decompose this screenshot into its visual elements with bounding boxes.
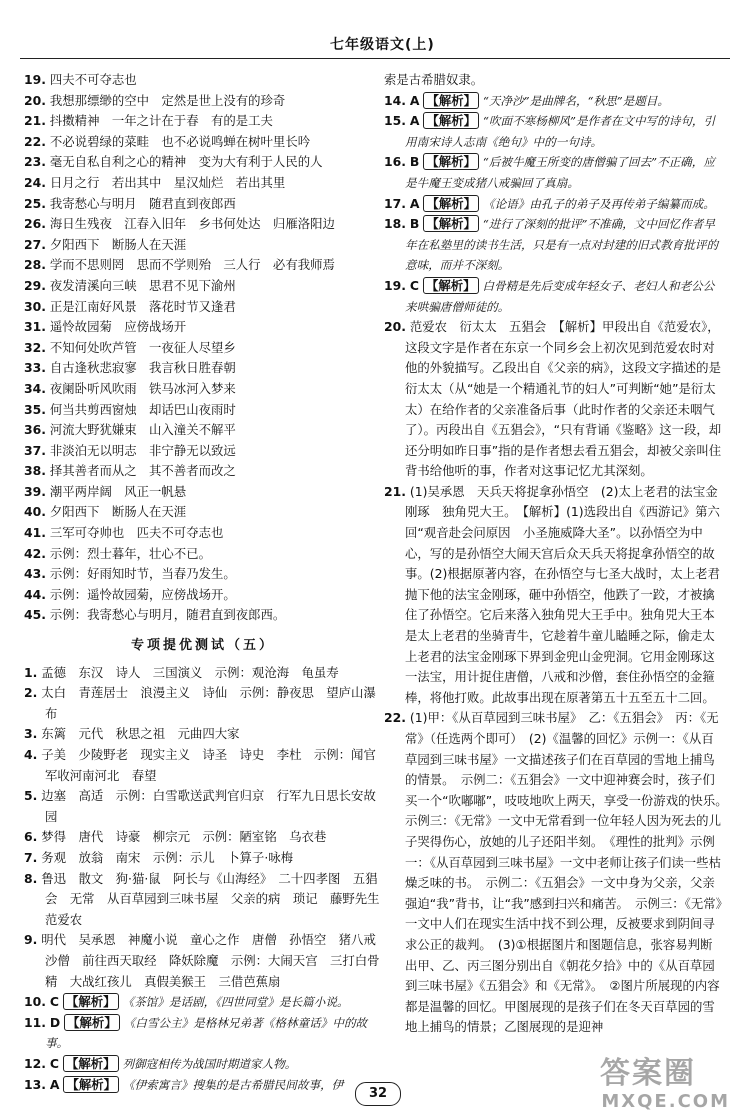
item-number: 23.	[24, 154, 46, 170]
item-number: 29.	[24, 277, 46, 293]
item-number: 19.	[384, 277, 406, 293]
item-number: 26.	[24, 216, 46, 232]
item-number: 1.	[24, 664, 38, 680]
item-number: 3.	[24, 726, 38, 742]
item-number: 28.	[24, 257, 46, 273]
answer-item	[24, 338, 382, 359]
item-text: 务观 放翁 南宋 示例：示儿 卜算子·咏梅	[41, 849, 294, 865]
item-number: 25.	[24, 195, 46, 211]
answer-item	[24, 173, 382, 194]
item-text: 择其善者而从之 其不善者而改之	[49, 463, 236, 479]
item-number: 42.	[24, 545, 46, 561]
answer-list-part2	[24, 663, 392, 993]
answer-item	[24, 663, 382, 684]
item-number: 35.	[24, 401, 46, 417]
answer-item	[24, 91, 382, 112]
item-number: 4.	[24, 747, 38, 762]
answer-item	[384, 111, 722, 152]
item-number: 18.	[384, 216, 406, 232]
item-number: 41.	[24, 525, 46, 541]
answer-item	[24, 544, 382, 565]
item-text: 海日生残夜 江春入旧年 乡书何处达 归雁洛阳边	[49, 216, 335, 232]
item-number: 9.	[24, 932, 38, 948]
item-text: 列御寇相传为战国时期道家人物。	[122, 1056, 297, 1071]
answer-item	[24, 152, 382, 173]
answer-item	[384, 70, 722, 91]
answer-list-right	[384, 70, 734, 1038]
answer-item	[384, 708, 734, 1038]
item-number: 22.	[384, 710, 406, 726]
answer-list-part3	[24, 992, 382, 1095]
item-text: 范爱农 衍太太 五猖会 【解析】甲段出自《范爱农》，这段文字是作者在东京一个同乡会上初次见到范爱农时对他的外貌描写。乙段出自《父亲的病》，这段文字描述的是衍太太（从“她是一个精通礼节的妇人”可判断“她”是衍太太）在给作者的父亲准备后事（此时作者的父亲还未咽气了）。丙段出自《五猖会》，“只有背诵《鉴略》这一段，却还分明如昨日事”指的是作者想去看五猖会，却被父亲叫住背书给他听的事，作者对这事记忆尤其深刻。	[405, 319, 722, 479]
item-number: 44.	[24, 586, 46, 602]
item-choice: A	[409, 92, 420, 108]
item-number: 34.	[24, 380, 46, 396]
item-number: 32.	[24, 339, 46, 355]
answer-item	[24, 297, 382, 318]
item-choice: A	[409, 113, 420, 129]
analysis-badge: 【解析】	[423, 195, 479, 212]
item-number: 33.	[24, 360, 46, 376]
item-number: 13.	[24, 1076, 46, 1092]
analysis-badge: 【解析】	[423, 92, 479, 109]
item-number: 39.	[24, 483, 46, 499]
answer-item	[24, 848, 382, 869]
item-choice: C	[49, 1055, 59, 1071]
item-choice: D	[49, 1014, 61, 1030]
answer-item	[24, 1013, 382, 1054]
item-text: 三军可夺帅也 匹夫不可夺志也	[49, 525, 224, 541]
section-title: 专项提优测试（五）	[130, 638, 275, 654]
item-number: 10.	[24, 994, 46, 1010]
item-text: 明代 吴承恩 神魔小说 童心之作 唐僧 孙悟空 猪八戒 沙僧 前往西天取经 降妖除魔 示例：大闹天宫 三打白骨精 大战红孩儿 真假美猴王 三借芭蕉扇	[41, 932, 389, 989]
item-number: 5.	[24, 788, 38, 804]
item-number: 7.	[24, 849, 38, 865]
answer-item	[24, 214, 382, 235]
item-number: 12.	[24, 1055, 46, 1071]
answer-item	[24, 132, 382, 153]
item-text: 河流大野犹嫌束 山入潼关不解平	[49, 422, 236, 438]
analysis-badge: 【解析】	[63, 1055, 119, 1072]
analysis-badge: 【解析】	[64, 1014, 120, 1031]
analysis-badge: 【解析】	[63, 1076, 119, 1093]
item-text: 潮平两岸阔 风正一帆悬	[49, 483, 187, 499]
item-text: 不必说碧绿的菜畦 也不必说鸣蝉在树叶里长吟	[49, 133, 311, 149]
answer-item	[384, 152, 722, 193]
page-header	[0, 0, 750, 62]
item-text: 我想那缥缈的空中 定然是世上没有的珍奇	[49, 92, 286, 108]
answer-item	[384, 91, 722, 112]
answer-item	[384, 194, 722, 215]
item-text: 夜阑卧听风吹雨 铁马冰河入梦来	[49, 380, 236, 396]
item-text: “进行了深刻的批评”不准确，文中回忆作者早年在私塾里的读书生活，只是有一点对封建的旧式教育批评的意味，而并不深刻。	[405, 217, 719, 273]
item-text: 夕阳西下 断肠人在天涯	[49, 504, 187, 520]
answer-item	[384, 276, 722, 317]
item-text: “后被牛魔王所变的唐僧骗了回去”不正确，应是牛魔王变成猪八戒骗回了真扇。	[405, 155, 715, 190]
item-number: 17.	[384, 195, 406, 211]
item-text: 正是江南好风景 落花时节又逢君	[49, 298, 236, 314]
answer-item	[24, 564, 382, 585]
answer-item	[24, 724, 382, 745]
item-choice: A	[49, 1076, 60, 1092]
watermark-main: 答案圈	[600, 1056, 696, 1091]
item-number: 45.	[24, 607, 46, 623]
item-choice: C	[49, 994, 59, 1010]
answer-list-part1	[24, 70, 382, 626]
answer-item	[24, 482, 382, 503]
item-text: 我寄愁心与明月 随君直到夜郎西	[49, 195, 236, 211]
item-number: 19.	[24, 72, 46, 87]
answer-item	[24, 420, 382, 441]
answer-item	[24, 194, 382, 215]
item-number: 14.	[384, 92, 406, 108]
header-title: 七年级语文(上)	[330, 37, 435, 53]
item-text: 白骨精是先后变成年轻女子、老妇人和老公公来哄骗唐僧师徒的。	[405, 278, 715, 314]
item-text: 示例：烈士暮年，壮心不已。	[49, 545, 211, 561]
item-choice: A	[409, 195, 420, 211]
item-number: 15.	[384, 113, 406, 129]
item-number: 16.	[384, 154, 406, 170]
item-number: 21.	[384, 483, 406, 499]
item-text: (1)甲：《从百草园到三味书屋》 乙：《五猖会》 丙：《无常》（任选两个即可） (2)《温馨的回忆》示例一：《从百草园到三味书屋》一文描述孩子们在百草园的雪地上捕鸟的情景。 示例二：《五猖会》一文中迎神赛会时，孩子们买一个“吹嘟嘟”，吱吱地吹上两天，享受一份游戏的快乐。 示例三：《无常》一文中无常看到一位年轻人因为死去的儿子哭得伤心，放她的儿子还阳半刻。 《理性的批判》示例一：《从百草园到三味书屋》一文中老师让孩子们读一些枯燥乏味的书。 示例二：《五猖会》一文中身为父亲，父亲强迫“我”背书，让“我”感到扫兴和痛苦。 示例三：《无常》一文中人们在现实生活中找不到公理，反被要求到阴间寻求公正的裁判。 (3)①根据图片和图题信息，张容易判断出甲、乙、丙三图分别出自《朝花夕拾》中的《从百草园到三味书屋》《五猖会》和《无常》。 ②图片所展现的内容都是温馨的回忆。甲图展现的是孩子们在冬天百草园的雪地上捕鸟的情景；乙图展现的是迎神	[405, 710, 734, 1035]
item-number: 43.	[24, 566, 46, 582]
item-number: 36.	[24, 422, 46, 438]
item-choice: B	[409, 154, 420, 170]
item-number: 31.	[24, 319, 46, 335]
answer-item	[384, 214, 722, 276]
answer-item	[24, 70, 382, 91]
header-rule	[20, 58, 730, 59]
item-choice: C	[409, 277, 419, 293]
answer-item	[24, 992, 382, 1013]
item-number: 6.	[24, 829, 38, 845]
answer-item	[24, 502, 382, 523]
answer-item	[24, 111, 382, 132]
item-number: 37.	[24, 442, 46, 458]
analysis-badge: 【解析】	[423, 215, 479, 232]
item-text: 学而不思则罔 思而不学则殆 三人行 必有我师焉	[49, 257, 335, 273]
analysis-badge: 【解析】	[423, 277, 479, 294]
item-text: “天净沙”是曲牌名，“秋思”是题目。	[482, 93, 669, 108]
item-number: 20.	[384, 319, 406, 335]
answer-item	[24, 461, 382, 482]
answer-item	[24, 235, 382, 256]
item-number: 24.	[24, 174, 46, 190]
answer-item	[24, 523, 382, 544]
analysis-badge: 【解析】	[423, 153, 479, 170]
answer-item	[24, 930, 389, 992]
answer-item	[24, 358, 382, 379]
item-number: 38.	[24, 463, 46, 479]
item-text: 索是古希腊奴隶。	[384, 72, 484, 87]
analysis-badge: 【解析】	[63, 993, 119, 1010]
item-number: 8.	[24, 870, 38, 886]
item-text: (1)吴承恩 天兵天将捉拿孙悟空 (2)太上老君的法宝金刚琢 独角兕大王。 【解析】(1)选段出自《西游记》第六回“观音赴会问原因 小圣施威降大圣”。以孙悟空为中心，写的是孙悟空大闹天宫后众天兵天将捉拿孙悟空的故事。(2)根据原著内容，在孙悟空与七圣大战时，太上老君抛下他的法宝金刚琢，砸中孙悟空，他跌了一跤，才被擒住了孙悟空。它后来落入独角兕大王手中。独角兕大王本是太上老君的坐骑青牛，它趁着牛童儿瞌睡之际，偷走太上老君的法宝金刚琢下界到金兜山金兜洞。它用金刚琢这一法宝，用计捉住唐僧，八戒和沙僧，套住孙悟空的金箍棒，将他打败。此故事出现在原著第五十五至五十二回。	[405, 483, 720, 705]
item-text: 边塞 高适 示例：白雪歌送武判官归京 行军九日思长安故园	[41, 788, 376, 824]
answer-item	[24, 585, 382, 606]
answer-item	[24, 1075, 382, 1096]
item-text: 子美 少陵野老 现实主义 诗圣 诗史 李杜 示例：闻官军收河南河北 春望	[41, 747, 376, 783]
answer-item	[24, 605, 382, 626]
right-column	[384, 70, 734, 1038]
item-text: 鲁迅 散文 狗·猫·鼠 阿长与《山海经》 二十四孝图 五猖会 无常 从百草园到三味书屋 父亲的病 琐记 藤野先生 范爱农	[41, 870, 392, 927]
item-text: 梦得 唐代 诗豪 柳宗元 示例：陋室铭 乌衣巷	[41, 829, 327, 845]
item-number: 20.	[24, 92, 46, 108]
answer-item	[384, 482, 722, 709]
item-text: 孟德 东汉 诗人 三国演义 示例：观沧海 龟虽寿	[41, 664, 339, 680]
item-text: 《论语》由孔子的弟子及再传弟子编纂而成。	[482, 196, 715, 211]
page-number: 32	[355, 1082, 401, 1106]
item-number: 27.	[24, 236, 46, 252]
answer-item	[24, 869, 392, 931]
answer-item	[24, 683, 382, 724]
answer-item	[24, 745, 382, 786]
item-text: 日月之行 若出其中 星汉灿烂 若出其里	[49, 174, 286, 190]
item-text: 示例：好雨知时节，当春乃发生。	[49, 566, 236, 582]
item-text: 夕阳西下 断肠人在天涯	[49, 236, 187, 252]
answer-item	[24, 400, 382, 421]
analysis-badge: 【解析】	[423, 112, 479, 129]
answer-item	[24, 1054, 382, 1075]
item-number: 21.	[24, 113, 46, 129]
item-text: “吹面不寒杨柳风”是作者在文中写的诗句，引用南宋诗人志南《绝句》中的一句诗。	[405, 114, 716, 149]
item-text: 《白雪公主》是格林兄弟著《格林童话》中的故事。	[45, 1015, 368, 1051]
item-text: 自古逢秋悲寂寥 我言秋日胜春朝	[49, 360, 236, 376]
answer-item	[24, 379, 382, 400]
item-text: 示例：遥怜故园菊，应傍战场开。	[49, 586, 236, 602]
item-text: 《茶馆》是话剧，《四世同堂》是长篇小说。	[122, 995, 349, 1010]
item-text: 毫无自私自利之心的精神 变为大有利于人民的人	[49, 154, 323, 170]
watermark-logo	[600, 1056, 740, 1112]
answer-item	[24, 441, 382, 462]
watermark-sub: MXQE.COM	[601, 1091, 730, 1112]
answer-item	[24, 317, 382, 338]
answer-item	[24, 786, 382, 827]
item-text: 非淡泊无以明志 非宁静无以致远	[49, 442, 236, 458]
item-text: 夜发清溪向三峡 思君不见下渝州	[49, 277, 236, 293]
item-number: 40.	[24, 504, 46, 520]
item-number: 11.	[24, 1014, 46, 1030]
item-text: 《伊索寓言》搜集的是古希腊民间故事，伊	[122, 1077, 344, 1092]
item-text: 太白 青莲居士 浪漫主义 诗仙 示例：静夜思 望庐山瀑布	[41, 685, 376, 721]
item-text: 抖擞精神 一年之计在于春 有的是工夫	[49, 113, 273, 129]
answer-item	[24, 827, 382, 848]
item-choice: B	[409, 216, 420, 232]
answer-item	[24, 276, 382, 297]
item-text: 何当共剪西窗烛 却话巴山夜雨时	[49, 401, 236, 417]
item-number: 2.	[24, 685, 38, 701]
item-number: 30.	[24, 298, 46, 314]
left-column	[24, 70, 392, 1095]
item-text: 四夫不可夺志也	[49, 72, 137, 87]
item-text: 遥怜故园菊 应傍战场开	[49, 319, 187, 335]
item-text: 东篱 元代 秋思之祖 元曲四大家	[41, 726, 240, 742]
item-text: 不知何处吹芦管 一夜征人尽望乡	[49, 339, 236, 355]
item-text: 示例：我寄愁心与明月，随君直到夜郎西。	[49, 607, 286, 623]
answer-item	[384, 317, 722, 482]
answer-item	[24, 255, 382, 276]
item-number: 22.	[24, 133, 46, 149]
